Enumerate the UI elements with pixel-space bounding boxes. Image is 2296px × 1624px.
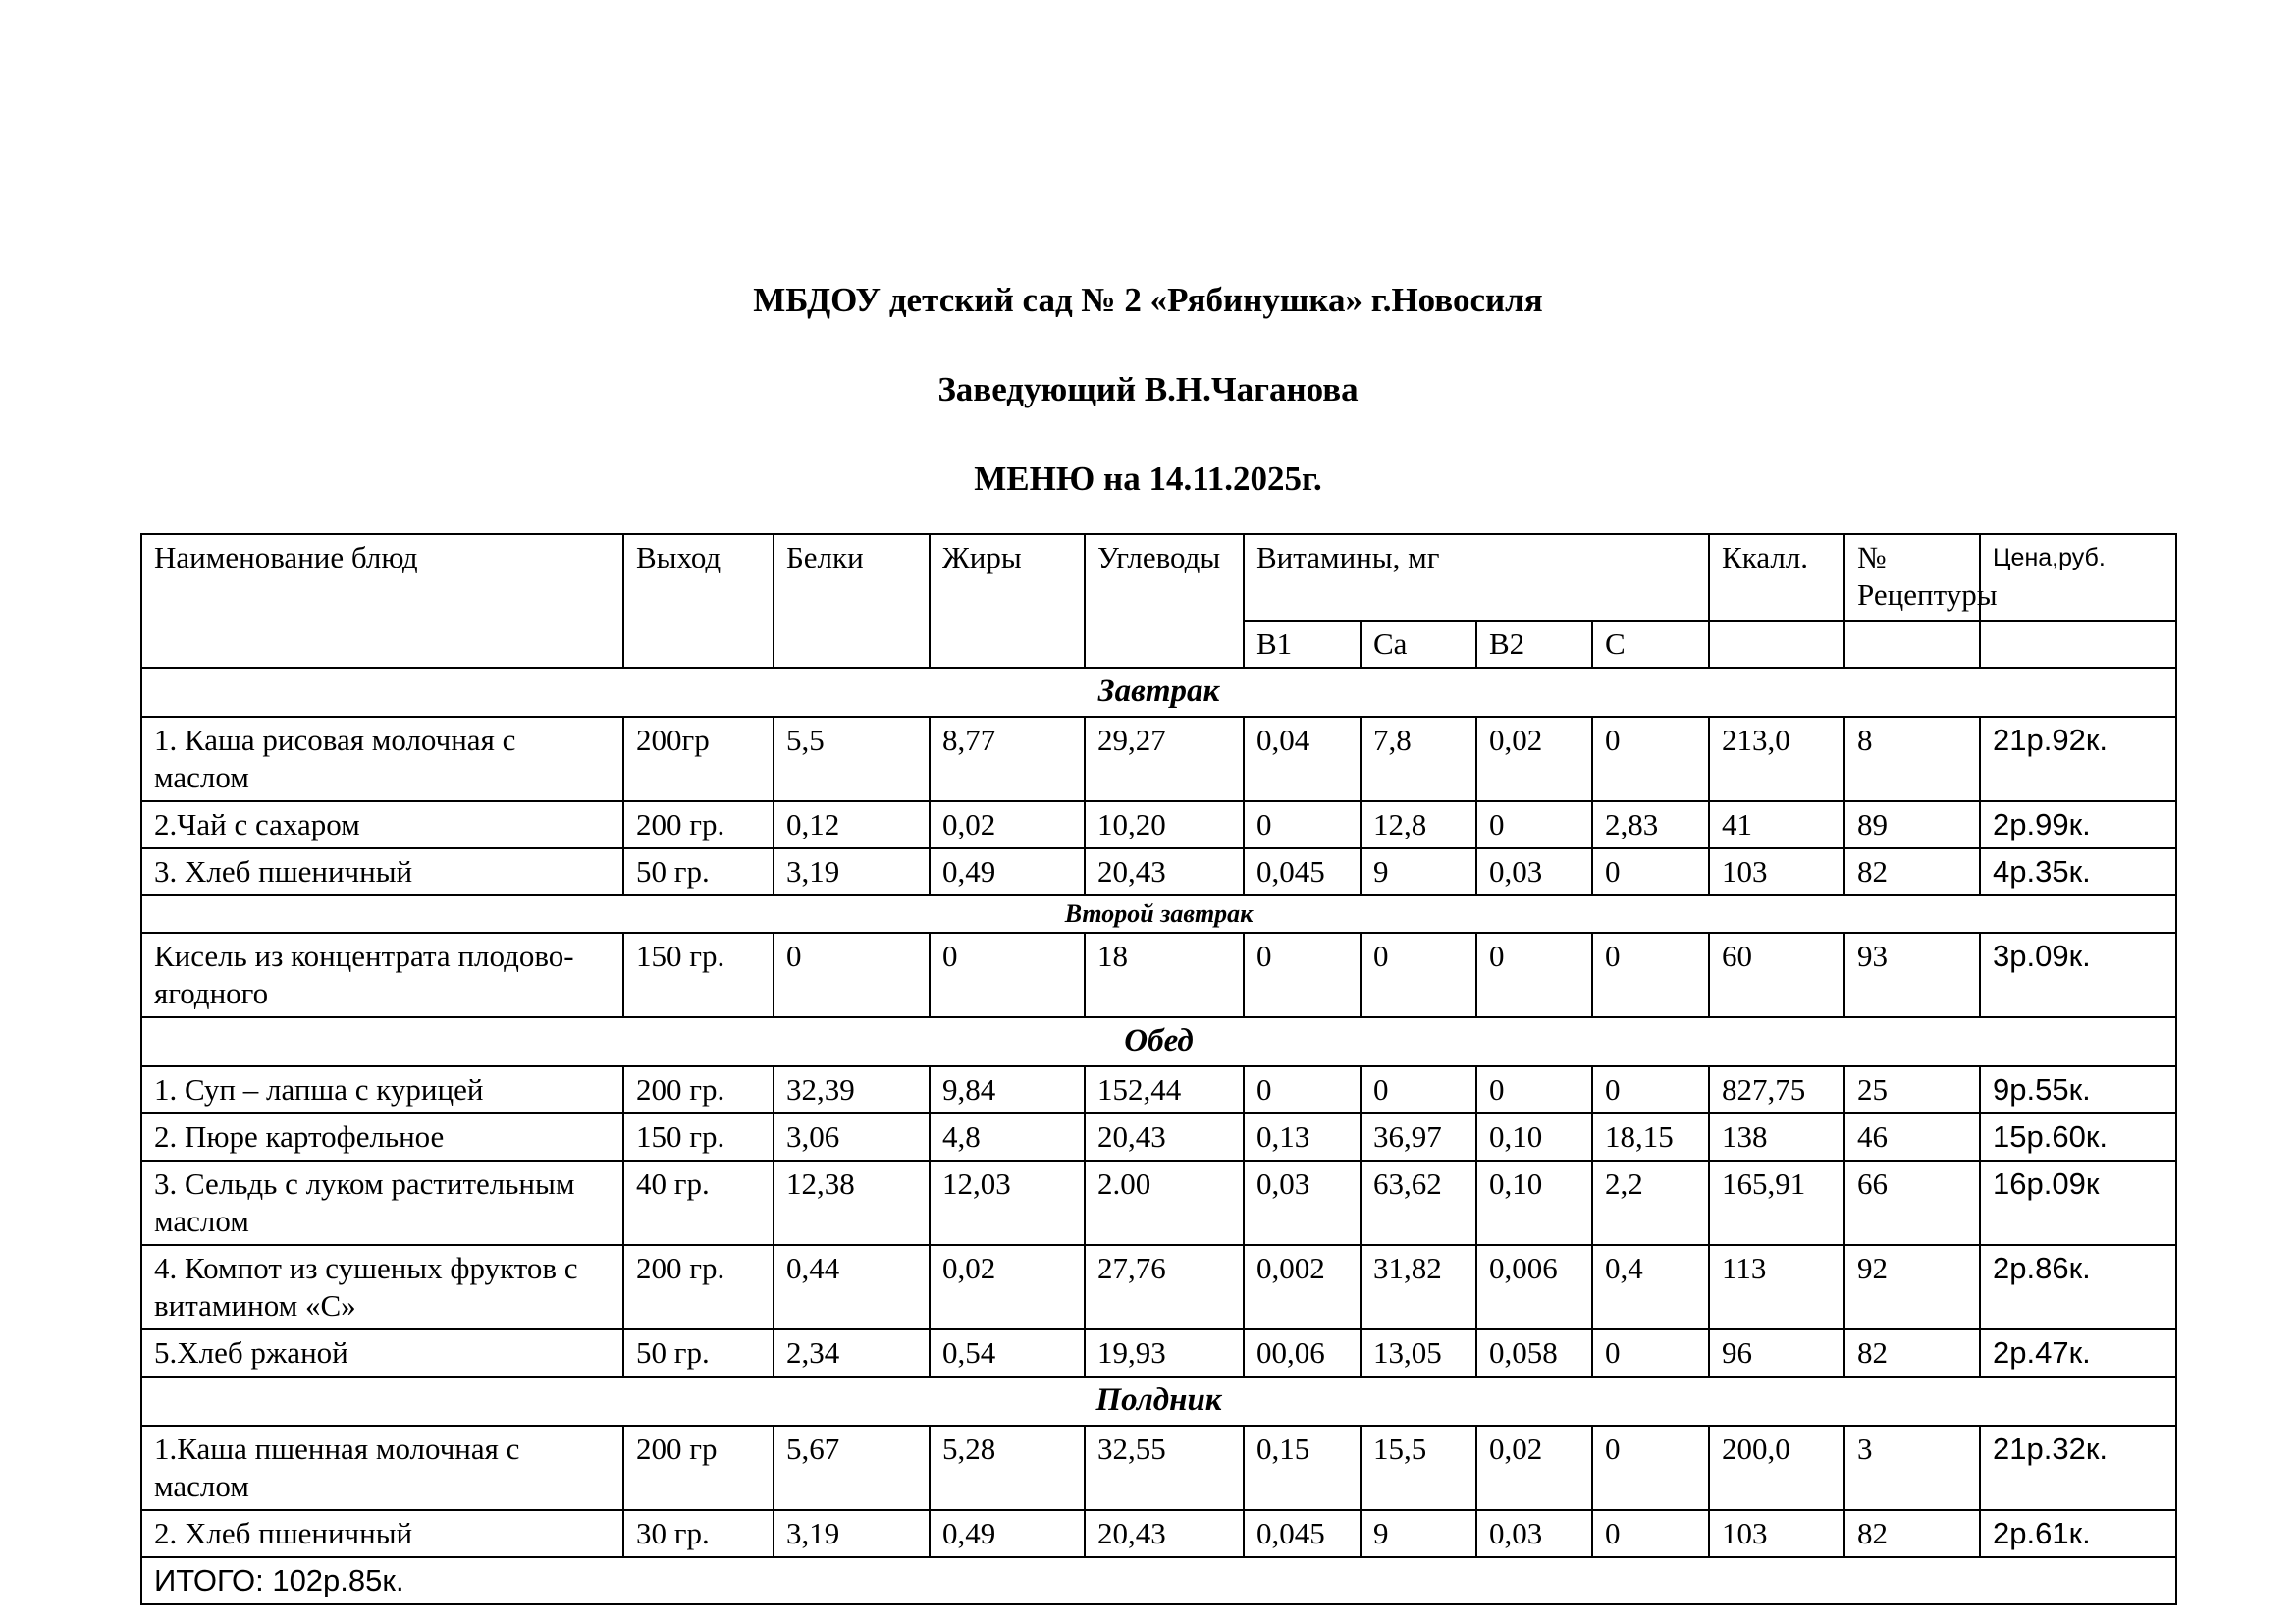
kcal-cell: 200,0 [1709, 1426, 1844, 1510]
protein-cell: 3,19 [774, 1510, 930, 1557]
dish-name-cell: 5.Хлеб ржаной [141, 1329, 623, 1377]
total-row [141, 1557, 2176, 1604]
protein-cell: 0,44 [774, 1245, 930, 1329]
col-header-recipe-empty [1844, 621, 1980, 668]
kcal-cell: 113 [1709, 1245, 1844, 1329]
price-cell: 21р.32к. [1980, 1426, 2176, 1510]
vitamin-b1-cell: 0 [1244, 933, 1361, 1017]
kcal-cell: 103 [1709, 848, 1844, 895]
vitamin-b1-cell: 0,15 [1244, 1426, 1361, 1510]
yield-cell: 200 гр [623, 1426, 774, 1510]
price-cell: 21р.92к. [1980, 717, 2176, 801]
table-row [141, 1329, 2176, 1377]
vitamin-b2-cell: 0,03 [1476, 848, 1592, 895]
carbs-cell: 18 [1085, 933, 1244, 1017]
kcal-cell: 60 [1709, 933, 1844, 1017]
vitamin-b2-cell: 0 [1476, 1066, 1592, 1113]
vitamin-c-cell: 0 [1592, 848, 1709, 895]
col-header-price: Цена,руб. [1980, 534, 2176, 621]
vitamin-c-cell: 0 [1592, 1426, 1709, 1510]
yield-cell: 200 гр. [623, 1066, 774, 1113]
carbs-cell: 20,43 [1085, 1113, 1244, 1161]
dish-name-cell: 1.Каша пшенная молочная с маслом [141, 1426, 623, 1510]
carbs-cell: 2.00 [1085, 1161, 1244, 1245]
director-line: Заведующий В.Н.Чаганова [937, 370, 1359, 408]
vitamin-b1-cell: 0 [1244, 801, 1361, 848]
vitamin-b2-cell: 0,006 [1476, 1245, 1592, 1329]
vitamin-b2-cell: 0,058 [1476, 1329, 1592, 1377]
protein-cell: 32,39 [774, 1066, 930, 1113]
col-header-yield: Выход [623, 534, 774, 668]
section-title: Завтрак [141, 668, 2176, 717]
price-cell: 4р.35к. [1980, 848, 2176, 895]
price-cell: 16р.09к [1980, 1161, 2176, 1245]
table-row [141, 933, 2176, 1017]
table-row [141, 1113, 2176, 1161]
vitamin-b1-cell: 0,045 [1244, 1510, 1361, 1557]
carbs-cell: 32,55 [1085, 1426, 1244, 1510]
calcium-cell: 0 [1361, 933, 1476, 1017]
kcal-cell: 138 [1709, 1113, 1844, 1161]
fat-cell: 0,02 [930, 801, 1085, 848]
vitamin-c-cell: 18,15 [1592, 1113, 1709, 1161]
vitamin-b1-cell: 0 [1244, 1066, 1361, 1113]
col-header-carbs: Углеводы [1085, 534, 1244, 668]
price-cell: 15р.60к. [1980, 1113, 2176, 1161]
vitamin-b2-cell: 0,10 [1476, 1161, 1592, 1245]
calcium-cell: 9 [1361, 848, 1476, 895]
vitamin-c-cell: 2,2 [1592, 1161, 1709, 1245]
fat-cell: 0,02 [930, 1245, 1085, 1329]
yield-cell: 200 гр. [623, 1245, 774, 1329]
recipe-number-cell: 46 [1844, 1113, 1980, 1161]
protein-cell: 5,67 [774, 1426, 930, 1510]
price-cell: 9р.55к. [1980, 1066, 2176, 1113]
protein-cell: 0,12 [774, 801, 930, 848]
price-cell: 2р.86к. [1980, 1245, 2176, 1329]
col-header-kcal: Ккалл. [1709, 534, 1844, 621]
menu-title: МЕНЮ на 14.11.2025г. [974, 460, 1322, 498]
dish-name-cell: 2. Хлеб пшеничный [141, 1510, 623, 1557]
yield-cell: 30 гр. [623, 1510, 774, 1557]
fat-cell: 0,54 [930, 1329, 1085, 1377]
vitamin-c-cell: 0 [1592, 1510, 1709, 1557]
protein-cell: 0 [774, 933, 930, 1017]
recipe-number-cell: 82 [1844, 848, 1980, 895]
col-header-recipe: № Рецептуры [1844, 534, 1980, 621]
yield-cell: 40 гр. [623, 1161, 774, 1245]
carbs-cell: 10,20 [1085, 801, 1244, 848]
price-cell: 2р.47к. [1980, 1329, 2176, 1377]
col-header-ca: Ca [1361, 621, 1476, 668]
carbs-cell: 20,43 [1085, 1510, 1244, 1557]
calcium-cell: 36,97 [1361, 1113, 1476, 1161]
carbs-cell: 152,44 [1085, 1066, 1244, 1113]
total-price: ИТОГО: 102р.85к. [141, 1557, 2176, 1604]
fat-cell: 8,77 [930, 717, 1085, 801]
table-row [141, 848, 2176, 895]
fat-cell: 12,03 [930, 1161, 1085, 1245]
recipe-number-cell: 92 [1844, 1245, 1980, 1329]
kcal-cell: 165,91 [1709, 1161, 1844, 1245]
kcal-cell: 103 [1709, 1510, 1844, 1557]
section-title: Обед [141, 1017, 2176, 1066]
vitamin-c-cell: 0 [1592, 1329, 1709, 1377]
col-header-b2: B2 [1476, 621, 1592, 668]
dish-name-cell: 3. Сельдь с луком растительным маслом [141, 1161, 623, 1245]
kcal-cell: 41 [1709, 801, 1844, 848]
vitamin-b2-cell: 0,03 [1476, 1510, 1592, 1557]
col-header-fat: Жиры [930, 534, 1085, 668]
vitamin-b2-cell: 0,02 [1476, 1426, 1592, 1510]
protein-cell: 5,5 [774, 717, 930, 801]
section-title: Второй завтрак [141, 895, 2176, 933]
dish-name-cell: 2. Пюре картофельное [141, 1113, 623, 1161]
table-row [141, 717, 2176, 801]
carbs-cell: 27,76 [1085, 1245, 1244, 1329]
calcium-cell: 31,82 [1361, 1245, 1476, 1329]
col-header-price-empty [1980, 621, 2176, 668]
col-header-protein: Белки [774, 534, 930, 668]
col-header-dish: Наименование блюд [141, 534, 623, 668]
kcal-cell: 827,75 [1709, 1066, 1844, 1113]
vitamin-c-cell: 0,4 [1592, 1245, 1709, 1329]
calcium-cell: 7,8 [1361, 717, 1476, 801]
kcal-cell: 213,0 [1709, 717, 1844, 801]
calcium-cell: 12,8 [1361, 801, 1476, 848]
table-row [141, 1426, 2176, 1510]
vitamin-b2-cell: 0 [1476, 933, 1592, 1017]
protein-cell: 2,34 [774, 1329, 930, 1377]
yield-cell: 50 гр. [623, 1329, 774, 1377]
dish-name-cell: 1. Суп – лапша с курицей [141, 1066, 623, 1113]
table-row [141, 1510, 2176, 1557]
calcium-cell: 13,05 [1361, 1329, 1476, 1377]
carbs-cell: 20,43 [1085, 848, 1244, 895]
dish-name-cell: Кисель из концентрата плодово-ягодного [141, 933, 623, 1017]
col-header-vitamins: Витамины, мг [1244, 534, 1709, 621]
table-row [141, 1161, 2176, 1245]
vitamin-b2-cell: 0,02 [1476, 717, 1592, 801]
table-header-row [141, 534, 2176, 621]
vitamin-b1-cell: 0,04 [1244, 717, 1361, 801]
fat-cell: 4,8 [930, 1113, 1085, 1161]
recipe-number-cell: 82 [1844, 1329, 1980, 1377]
vitamin-b2-cell: 0,10 [1476, 1113, 1592, 1161]
vitamin-b1-cell: 0,03 [1244, 1161, 1361, 1245]
calcium-cell: 15,5 [1361, 1426, 1476, 1510]
recipe-number-cell: 25 [1844, 1066, 1980, 1113]
recipe-number-cell: 66 [1844, 1161, 1980, 1245]
menu-table [140, 533, 2177, 1605]
protein-cell: 12,38 [774, 1161, 930, 1245]
fat-cell: 0,49 [930, 1510, 1085, 1557]
fat-cell: 9,84 [930, 1066, 1085, 1113]
dish-name-cell: 2.Чай с сахаром [141, 801, 623, 848]
price-cell: 3р.09к. [1980, 933, 2176, 1017]
calcium-cell: 63,62 [1361, 1161, 1476, 1245]
price-cell: 2р.99к. [1980, 801, 2176, 848]
fat-cell: 5,28 [930, 1426, 1085, 1510]
protein-cell: 3,19 [774, 848, 930, 895]
table-row [141, 1245, 2176, 1329]
vitamin-c-cell: 0 [1592, 933, 1709, 1017]
dish-name-cell: 3. Хлеб пшеничный [141, 848, 623, 895]
section-row [141, 895, 2176, 933]
yield-cell: 200 гр. [623, 801, 774, 848]
carbs-cell: 19,93 [1085, 1329, 1244, 1377]
vitamin-b1-cell: 0,002 [1244, 1245, 1361, 1329]
yield-cell: 150 гр. [623, 933, 774, 1017]
fat-cell: 0,49 [930, 848, 1085, 895]
dish-name-cell: 1. Каша рисовая молочная с маслом [141, 717, 623, 801]
vitamin-c-cell: 0 [1592, 717, 1709, 801]
col-header-b1: B1 [1244, 621, 1361, 668]
menu-body [141, 668, 2176, 1557]
yield-cell: 50 гр. [623, 848, 774, 895]
vitamin-c-cell: 0 [1592, 1066, 1709, 1113]
carbs-cell: 29,27 [1085, 717, 1244, 801]
yield-cell: 150 гр. [623, 1113, 774, 1161]
section-title: Полдник [141, 1377, 2176, 1426]
table-row [141, 1066, 2176, 1113]
organization-title: МБДОУ детский сад № 2 «Рябинушка» г.Новосиля [753, 281, 1543, 319]
vitamin-b1-cell: 0,045 [1244, 848, 1361, 895]
recipe-number-cell: 82 [1844, 1510, 1980, 1557]
recipe-number-cell: 89 [1844, 801, 1980, 848]
protein-cell: 3,06 [774, 1113, 930, 1161]
yield-cell: 200гр [623, 717, 774, 801]
col-header-kcal-empty [1709, 621, 1844, 668]
vitamin-b1-cell: 0,13 [1244, 1113, 1361, 1161]
vitamin-b2-cell: 0 [1476, 801, 1592, 848]
calcium-cell: 0 [1361, 1066, 1476, 1113]
col-header-c: C [1592, 621, 1709, 668]
dish-name-cell: 4. Компот из сушеных фруктов с витамином «С» [141, 1245, 623, 1329]
calcium-cell: 9 [1361, 1510, 1476, 1557]
recipe-number-cell: 8 [1844, 717, 1980, 801]
price-cell: 2р.61к. [1980, 1510, 2176, 1557]
fat-cell: 0 [930, 933, 1085, 1017]
section-row [141, 668, 2176, 717]
section-row [141, 1017, 2176, 1066]
table-row [141, 801, 2176, 848]
recipe-number-cell: 3 [1844, 1426, 1980, 1510]
recipe-number-cell: 93 [1844, 933, 1980, 1017]
vitamin-c-cell: 2,83 [1592, 801, 1709, 848]
kcal-cell: 96 [1709, 1329, 1844, 1377]
vitamin-b1-cell: 00,06 [1244, 1329, 1361, 1377]
section-row [141, 1377, 2176, 1426]
